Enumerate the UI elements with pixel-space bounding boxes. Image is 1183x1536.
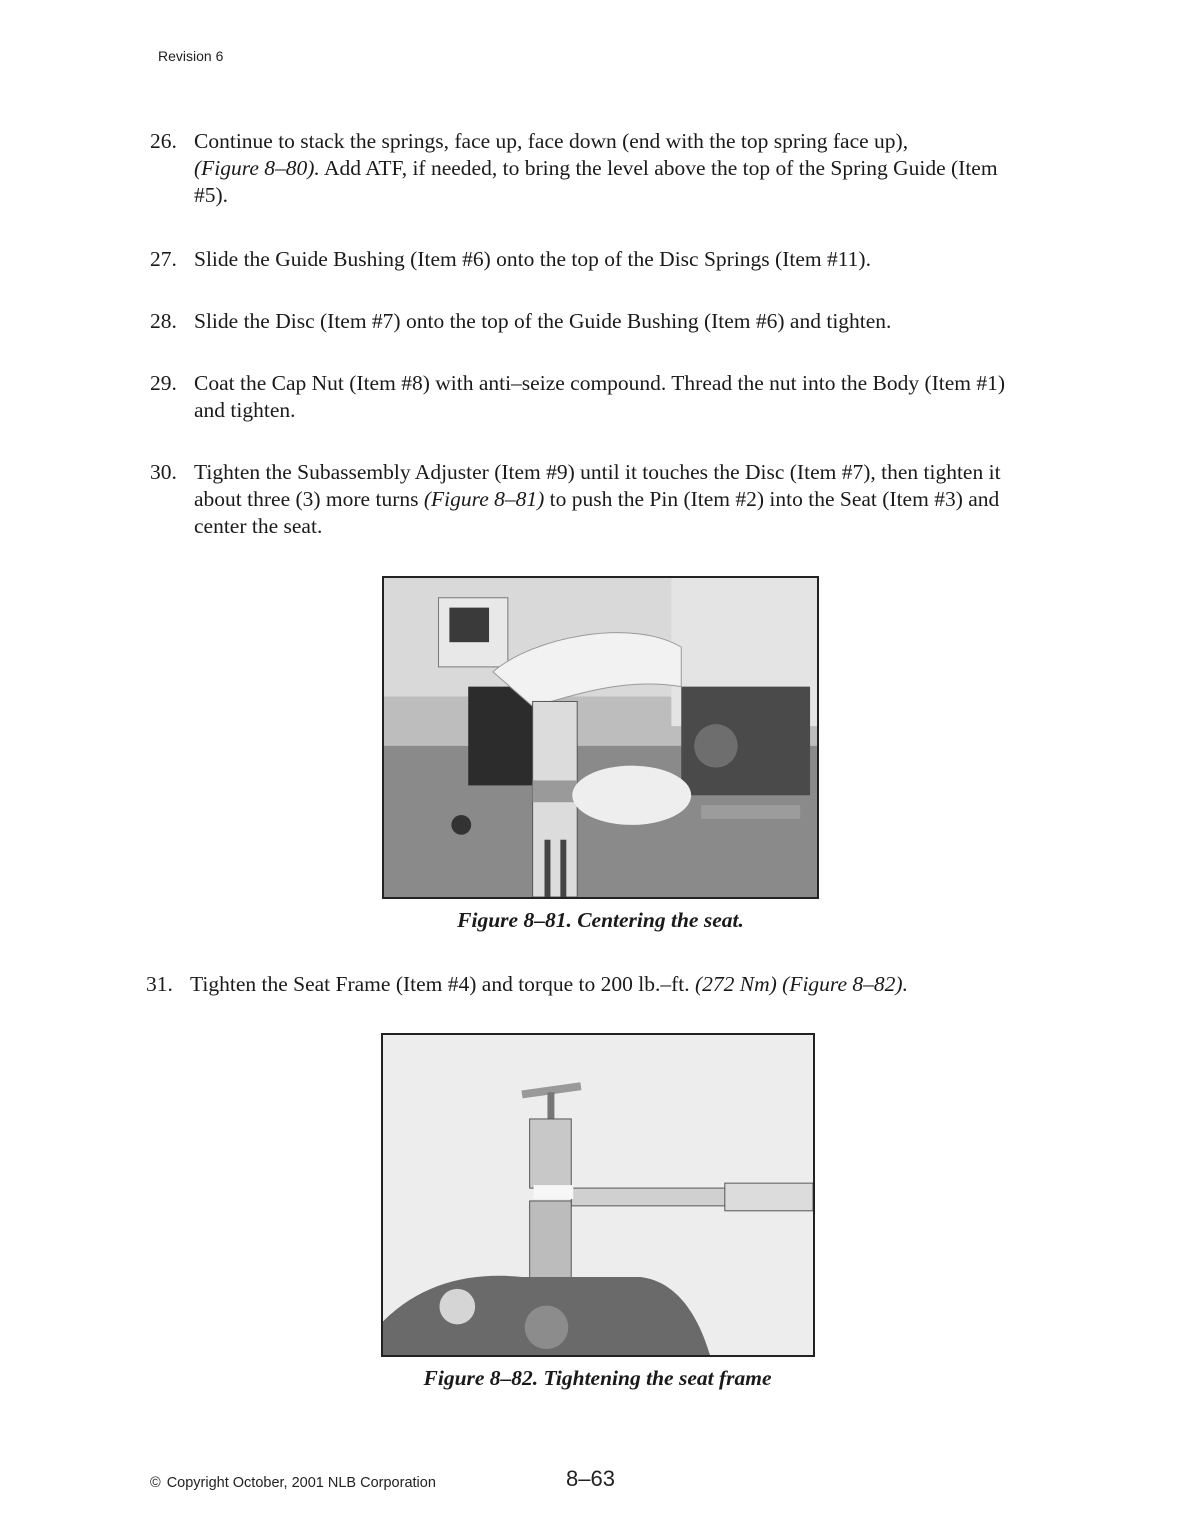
step-31 <box>146 971 1030 998</box>
step-26 <box>150 128 1030 209</box>
figure-reference: (Figure 8–80). <box>194 156 320 180</box>
step-number: 30. <box>150 460 177 484</box>
tightening-seat-frame-illustration <box>383 1035 813 1355</box>
figure-reference: (272 Nm) (Figure 8–82). <box>694 972 908 996</box>
step-text: Slide the Guide Bushing (Item #6) onto the top of the Disc Springs (Item #11). <box>194 247 871 271</box>
step-number: 27. <box>150 247 177 271</box>
step-number: 28. <box>150 309 177 333</box>
step-28 <box>150 308 1030 335</box>
figure-8-81-caption: Figure 8–81. Centering the seat. <box>457 908 744 932</box>
step-text: Tighten the Seat Frame (Item #4) and torque to 200 lb.–ft. (272 Nm) (Figure 8–82). <box>190 972 908 996</box>
figure-8-82-photo <box>381 1033 815 1357</box>
step-text: Tighten the Subassembly Adjuster (Item #9) until it touches the Disc (Item #7), then tighten it about three (3) more turns (Figure 8–81) to push the Pin (Item #2) into the Seat (Item #3) and center the seat. <box>194 460 1001 538</box>
step-number: 26. <box>150 129 177 153</box>
copyright-icon: © <box>150 1475 161 1491</box>
step-number: 31. <box>146 972 173 996</box>
figure-reference: (Figure 8–81) <box>423 487 545 511</box>
page-number: 8–63 <box>566 1466 615 1491</box>
step-text: Coat the Cap Nut (Item #8) with anti–seize compound. Thread the nut into the Body (Item #1) and tighten. <box>194 371 1006 422</box>
step-text: Slide the Disc (Item #7) onto the top of the Guide Bushing (Item #6) and tighten. <box>194 309 892 333</box>
step-29 <box>150 370 1030 424</box>
step-text: Continue to stack the springs, face up, face down (end with the top spring face up), (Figure 8–80). Add ATF, if needed, to bring the level above the top of the Spring Guide (Item #5). <box>194 129 998 207</box>
figure-8-81-photo <box>382 576 819 899</box>
centering-seat-illustration <box>384 578 817 897</box>
step-27 <box>150 246 1030 273</box>
figure-8-82-caption: Figure 8–82. Tightening the seat frame <box>423 1366 772 1390</box>
page-header-revision: Revision 6 <box>158 48 224 64</box>
footer-copyright: © Copyright October, 2001 NLB Corporation <box>150 1475 436 1491</box>
step-number: 29. <box>150 371 177 395</box>
step-30 <box>150 459 1030 540</box>
